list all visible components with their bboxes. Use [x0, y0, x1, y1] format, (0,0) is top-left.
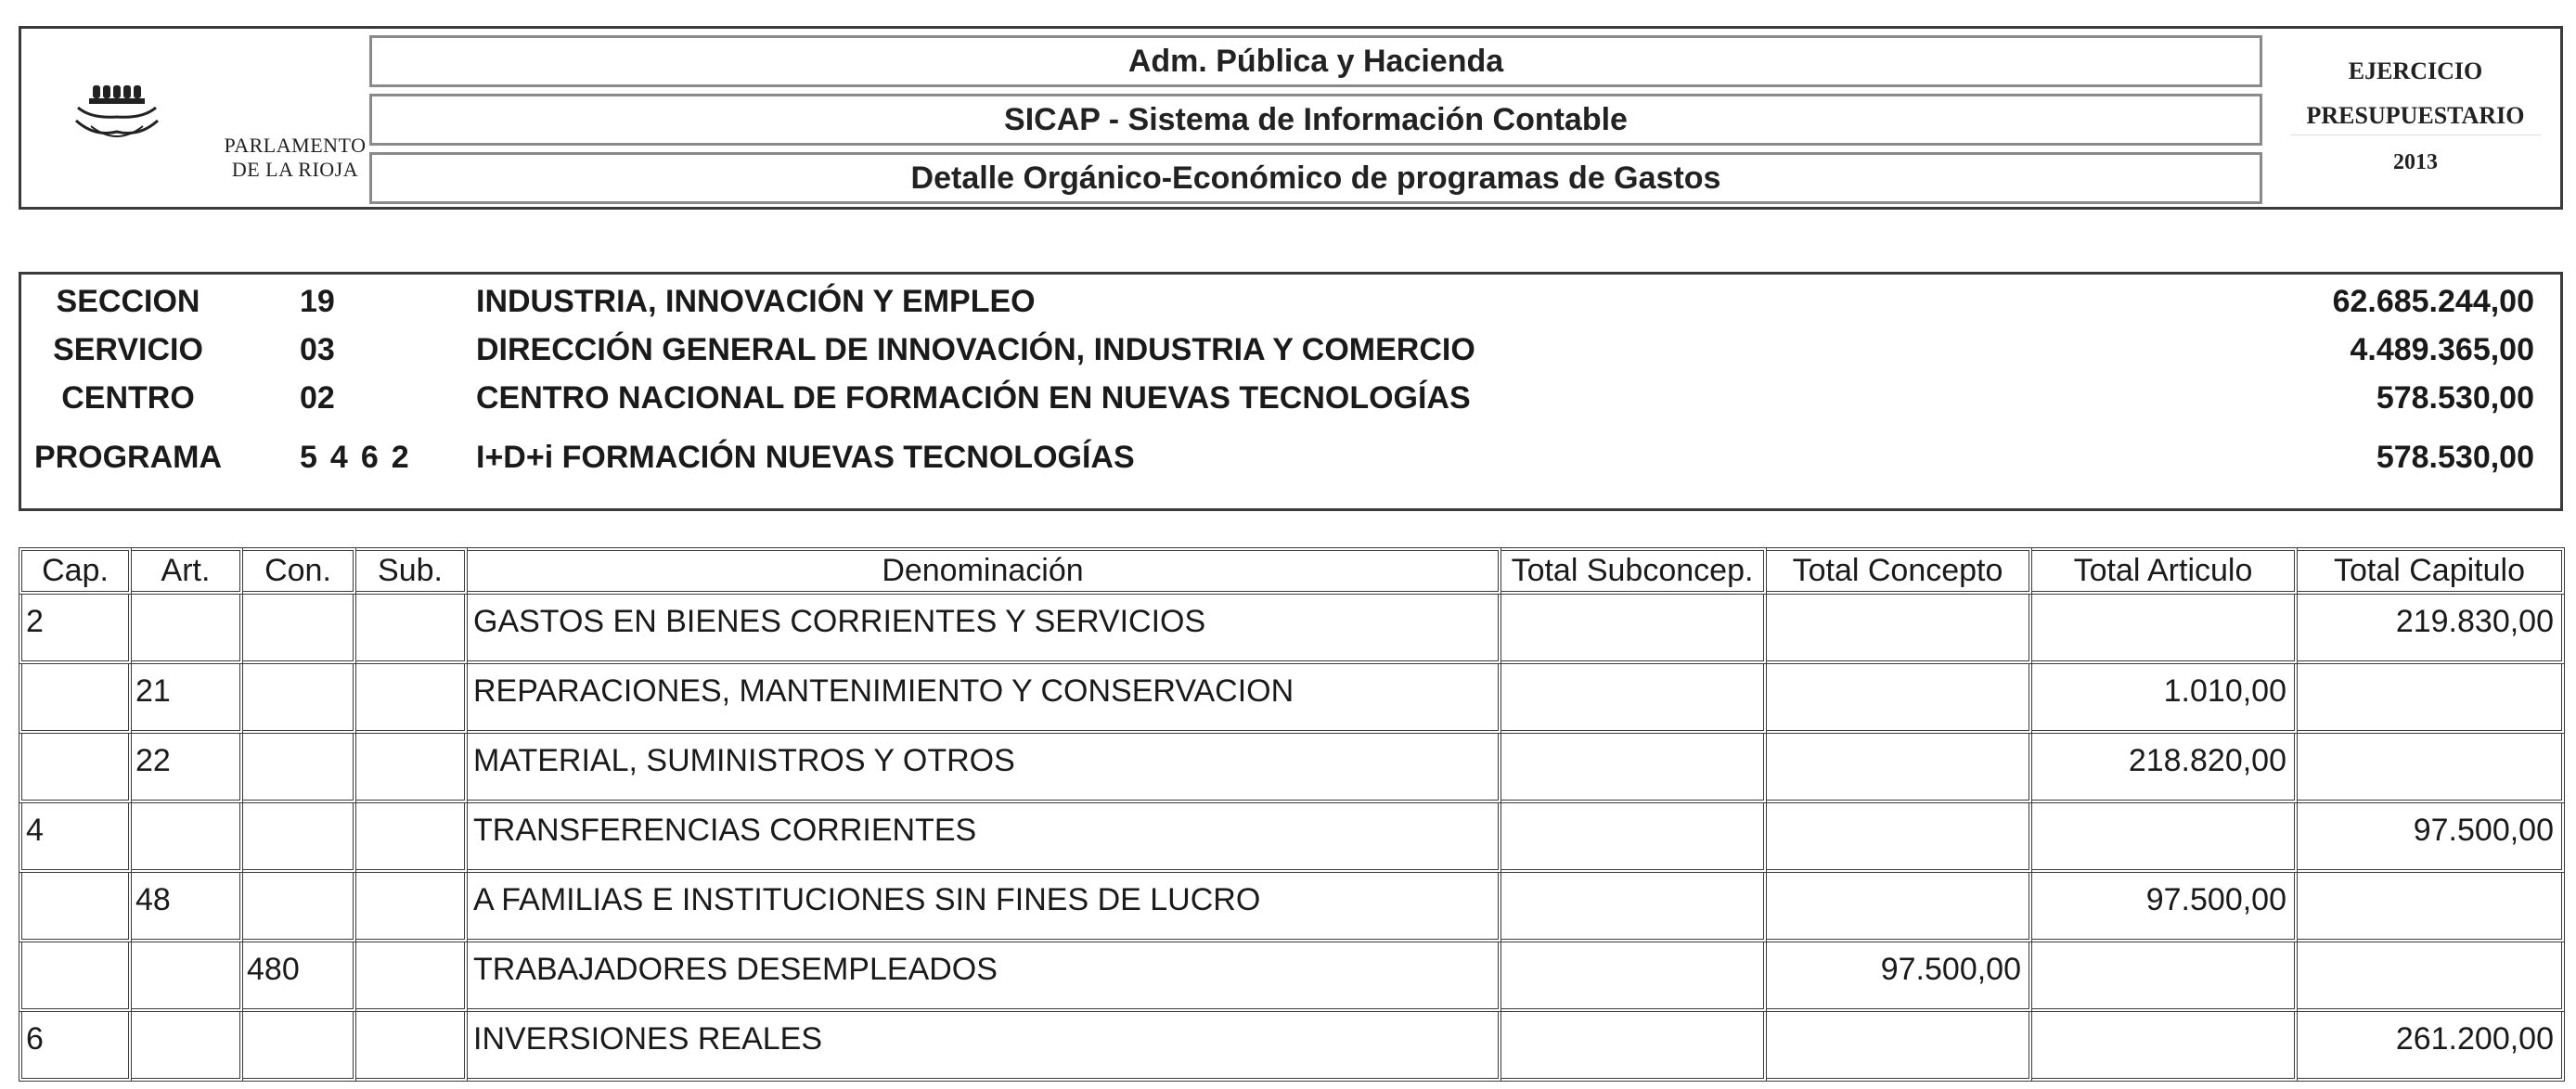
cell-total-capitulo: 97.500,00 [2298, 803, 2565, 873]
cell-total-capitulo [2298, 664, 2565, 734]
centro-code: 02 [300, 380, 335, 416]
col-header-denominacion: Denominación [468, 547, 1501, 595]
cell-total-concepto [1767, 664, 2032, 734]
cell-total-concepto: 97.500,00 [1767, 942, 2032, 1012]
cell-sub [356, 595, 468, 664]
seccion-row [21, 284, 2560, 325]
servicio-code: 03 [300, 332, 335, 367]
table-row [19, 803, 2565, 873]
cell-con [243, 1012, 356, 1082]
cell-total-subconcep [1501, 873, 1767, 942]
seccion-amount: 62.685.244,00 [2332, 284, 2534, 319]
seccion-code: 19 [300, 284, 335, 319]
table-row [19, 734, 2565, 803]
servicio-row [21, 332, 2560, 373]
cell-total-subconcep [1501, 734, 1767, 803]
presupuestario-label: PRESUPUESTARIO [2306, 102, 2525, 129]
table-row [19, 873, 2565, 942]
fiscal-year-block [2281, 57, 2550, 176]
cell-total-articulo: 1.010,00 [2032, 664, 2298, 734]
programa-code: 5462 [300, 440, 422, 475]
table-row [19, 664, 2565, 734]
system-title: SICAP - Sistema de Información Contable [369, 94, 2262, 146]
seccion-label: SECCION [56, 284, 200, 319]
cell-cap: 6 [19, 1012, 132, 1082]
cell-denominacion: TRANSFERENCIAS CORRIENTES [468, 803, 1501, 873]
cell-total-articulo [2032, 1012, 2298, 1082]
parlamento-logo [49, 80, 367, 181]
cell-con [243, 734, 356, 803]
centro-row [21, 380, 2560, 421]
col-header-cap: Cap. [19, 547, 132, 595]
centro-amount: 578.530,00 [2376, 380, 2534, 416]
report-header [19, 26, 2563, 210]
table-row [19, 942, 2565, 1012]
cell-total-capitulo [2298, 942, 2565, 1012]
cell-denominacion: GASTOS EN BIENES CORRIENTES Y SERVICIOS [468, 595, 1501, 664]
cell-total-subconcep [1501, 803, 1767, 873]
organic-classification [19, 272, 2563, 511]
cell-art [132, 942, 243, 1012]
table-header-row [19, 547, 2565, 595]
col-header-con: Con. [243, 547, 356, 595]
cell-denominacion: A FAMILIAS E INSTITUCIONES SIN FINES DE LUCRO [468, 873, 1501, 942]
cell-total-concepto [1767, 873, 2032, 942]
cell-cap: 4 [19, 803, 132, 873]
col-header-total-concepto: Total Concepto [1767, 547, 2032, 595]
col-header-art: Art. [132, 547, 243, 595]
cell-cap: 2 [19, 595, 132, 664]
cell-con [243, 803, 356, 873]
expenditure-table [19, 547, 2565, 1082]
cell-total-subconcep [1501, 595, 1767, 664]
ejercicio-label: EJERCICIO [2348, 58, 2483, 84]
cell-total-articulo [2032, 803, 2298, 873]
servicio-name: DIRECCIÓN GENERAL DE INNOVACIÓN, INDUSTRIA Y COMERCIO [476, 332, 1475, 367]
col-header-sub: Sub. [356, 547, 468, 595]
col-header-total-subconcep: Total Subconcep. [1501, 547, 1767, 595]
cell-total-articulo: 218.820,00 [2032, 734, 2298, 803]
cell-cap [19, 942, 132, 1012]
programa-name: I+D+i FORMACIÓN NUEVAS TECNOLOGÍAS [476, 440, 1135, 475]
cell-art: 48 [132, 873, 243, 942]
parlamento-emblem-icon [72, 80, 184, 154]
logo-text-line2: DE LA RIOJA [231, 158, 359, 181]
programa-amount: 578.530,00 [2376, 440, 2534, 475]
cell-art: 22 [132, 734, 243, 803]
cell-denominacion: TRABAJADORES DESEMPLEADOS [468, 942, 1501, 1012]
logo-text-line1: PARLAMENTO [224, 134, 367, 157]
cell-con [243, 595, 356, 664]
cell-art [132, 803, 243, 873]
table-row [19, 595, 2565, 664]
cell-sub [356, 873, 468, 942]
programa-label: PROGRAMA [33, 440, 223, 475]
cell-con: 480 [243, 942, 356, 1012]
table-row [19, 1012, 2565, 1082]
cell-sub [356, 1012, 468, 1082]
col-header-total-articulo: Total Articulo [2032, 547, 2298, 595]
cell-denominacion: INVERSIONES REALES [468, 1012, 1501, 1082]
logo-text [202, 134, 388, 182]
cell-cap [19, 664, 132, 734]
seccion-name: INDUSTRIA, INNOVACIÓN Y EMPLEO [476, 284, 1036, 319]
cell-total-capitulo [2298, 873, 2565, 942]
cell-total-subconcep [1501, 1012, 1767, 1082]
cell-con [243, 664, 356, 734]
cell-art [132, 1012, 243, 1082]
cell-total-concepto [1767, 734, 2032, 803]
cell-total-concepto [1767, 1012, 2032, 1082]
cell-sub [356, 664, 468, 734]
cell-total-articulo [2032, 595, 2298, 664]
cell-cap [19, 873, 132, 942]
cell-total-capitulo [2298, 734, 2565, 803]
cell-total-concepto [1767, 595, 2032, 664]
cell-sub [356, 942, 468, 1012]
centro-name: CENTRO NACIONAL DE FORMACIÓN EN NUEVAS TECNOLOGÍAS [476, 380, 1471, 416]
cell-denominacion: MATERIAL, SUMINISTROS Y OTROS [468, 734, 1501, 803]
cell-total-articulo [2032, 942, 2298, 1012]
programa-row [21, 440, 2560, 480]
centro-label: CENTRO [61, 380, 195, 416]
cell-total-articulo: 97.500,00 [2032, 873, 2298, 942]
col-header-total-capitulo: Total Capitulo [2298, 547, 2565, 595]
fiscal-year: 2013 [2393, 150, 2438, 174]
cell-total-subconcep [1501, 942, 1767, 1012]
cell-art: 21 [132, 664, 243, 734]
cell-cap [19, 734, 132, 803]
cell-total-subconcep [1501, 664, 1767, 734]
servicio-amount: 4.489.365,00 [2350, 332, 2534, 367]
cell-denominacion: REPARACIONES, MANTENIMIENTO Y CONSERVACION [468, 664, 1501, 734]
cell-sub [356, 803, 468, 873]
servicio-label: SERVICIO [53, 332, 203, 367]
department-title: Adm. Pública y Hacienda [369, 35, 2262, 87]
cell-total-concepto [1767, 803, 2032, 873]
cell-sub [356, 734, 468, 803]
cell-total-capitulo: 219.830,00 [2298, 595, 2565, 664]
cell-con [243, 873, 356, 942]
cell-art [132, 595, 243, 664]
cell-total-capitulo: 261.200,00 [2298, 1012, 2565, 1082]
report-title: Detalle Orgánico-Económico de programas de Gastos [369, 152, 2262, 204]
